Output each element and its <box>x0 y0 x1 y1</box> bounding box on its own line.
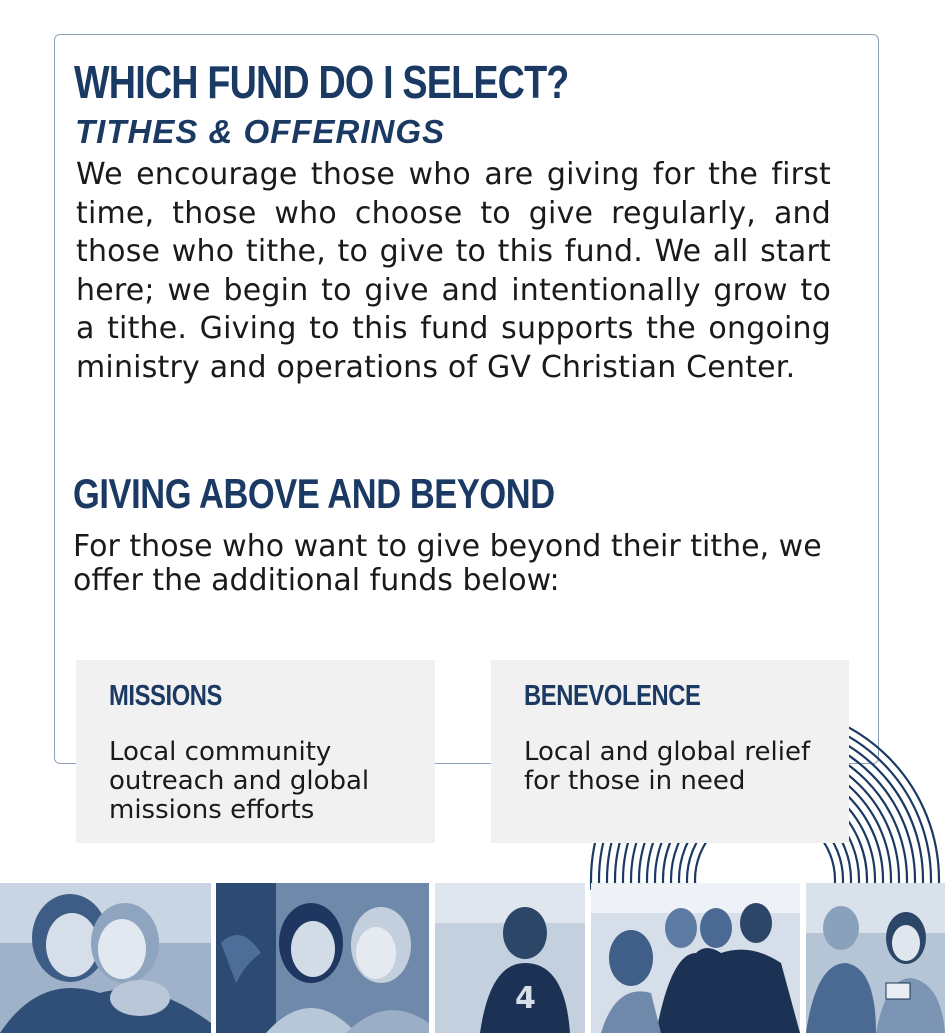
benevolence-fund-box <box>491 660 849 843</box>
missions-fund-box <box>76 660 435 843</box>
group-of-men-photo <box>591 883 800 1033</box>
couple-photo <box>806 883 945 1033</box>
missions-description: Local community outreach and global missions efforts <box>109 737 370 825</box>
man-in-jersey-photo <box>435 883 585 1033</box>
benevolence-description: Local and global relief for those in need <box>524 737 811 796</box>
smiling-women-photo <box>216 883 429 1033</box>
svg-text:4: 4 <box>515 981 536 1016</box>
tithes-description: We encourage those who are giving for the first time, those who choose to give regularly, and those who tithe, to give to this fund. We all start here; we begin to give and intentionally grow to a tithe. Giving to this fund supports the ongoing ministry and operations of GV Christian Center. <box>76 157 831 385</box>
page-title: WHICH FUND DO I SELECT? <box>74 56 569 108</box>
missions-title: MISSIONS <box>109 680 223 712</box>
beyond-description: For those who want to give beyond their tithe, we offer the additional funds below: <box>73 529 822 598</box>
tithes-subheading: TITHES & OFFERINGS <box>75 113 446 150</box>
photo-strip <box>0 883 945 1033</box>
beyond-heading: GIVING ABOVE AND BEYOND <box>73 470 555 517</box>
benevolence-title: BENEVOLENCE <box>524 680 701 712</box>
two-women-hugging-photo <box>0 883 211 1033</box>
